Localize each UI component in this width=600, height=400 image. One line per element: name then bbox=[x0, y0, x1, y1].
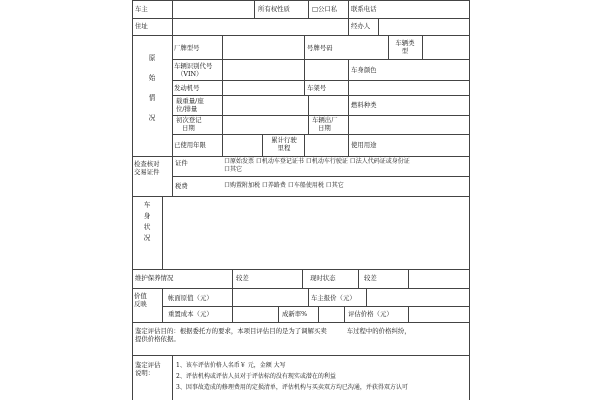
vin-label-line2: （VIN） bbox=[177, 70, 203, 78]
first-registration-label-line2: 日期 bbox=[182, 124, 195, 132]
grid-line bbox=[132, 355, 469, 356]
value-section-label bbox=[134, 292, 147, 308]
grid-line bbox=[304, 134, 305, 156]
vehicle-appraisal-form bbox=[132, 0, 469, 400]
purpose-text-line1-end: 车过程中的价格纠纷， bbox=[346, 327, 411, 335]
mileage-label-line1: 累计行驶 bbox=[271, 136, 297, 144]
mileage-label-line2: 里程 bbox=[277, 144, 291, 152]
grid-line bbox=[222, 35, 223, 156]
appraisal-note-label bbox=[135, 361, 161, 377]
grid-line bbox=[378, 18, 379, 35]
grid-line bbox=[172, 35, 173, 156]
grid-line bbox=[132, 18, 469, 19]
grid-line bbox=[132, 0, 469, 1]
capacity-label-line2: 位/排量 bbox=[176, 105, 198, 113]
value-section-label-line1: 价值 bbox=[134, 292, 147, 300]
purpose-text-line2: 提供价格依据。 bbox=[135, 335, 180, 343]
tax-label: 税费 bbox=[175, 182, 188, 190]
first-registration-label-line1: 初次登记 bbox=[176, 116, 202, 124]
engine-number-label: 发动机号 bbox=[174, 84, 200, 92]
capacity-label bbox=[176, 97, 204, 113]
grid-line bbox=[172, 0, 173, 18]
purpose-text bbox=[135, 327, 411, 343]
body-color-label: 车身颜色 bbox=[351, 66, 377, 74]
grid-line bbox=[132, 269, 469, 270]
appraised-price-label: 评估价格（元） bbox=[348, 310, 393, 318]
current-status-level: 较差 bbox=[364, 274, 377, 282]
appraisal-note-label-line2: 说明： bbox=[135, 369, 155, 377]
frame-number-label: 车架号 bbox=[307, 84, 327, 92]
grid-line bbox=[132, 322, 469, 323]
grid-line bbox=[348, 0, 349, 18]
grid-line bbox=[318, 306, 319, 322]
vehicle-type-label bbox=[390, 39, 420, 55]
grid-line bbox=[358, 269, 359, 288]
factory-date-label bbox=[312, 116, 338, 132]
maintenance-level: 较差 bbox=[236, 274, 249, 282]
factory-date-label-line1: 车辆出厂 bbox=[312, 116, 338, 124]
appraisal-note-label-line1: 鉴定评估 bbox=[135, 361, 161, 369]
grid-line bbox=[172, 18, 173, 35]
check-section-label-line1: 检查核对 bbox=[134, 160, 160, 168]
grid-line bbox=[254, 0, 255, 18]
ownership-label: 所有权性质 bbox=[258, 5, 290, 13]
grid-line bbox=[304, 35, 305, 95]
grid-line bbox=[232, 269, 233, 288]
handler-label: 经办人 bbox=[351, 22, 371, 30]
grid-line bbox=[172, 176, 469, 177]
grid-line bbox=[172, 59, 469, 60]
grid-line bbox=[132, 0, 133, 400]
mileage-label bbox=[264, 136, 304, 152]
grid-line bbox=[308, 288, 309, 306]
owner-price-label: 车主报价（元） bbox=[311, 294, 356, 302]
grid-line bbox=[344, 306, 345, 322]
grid-line bbox=[469, 0, 470, 400]
grid-line bbox=[132, 35, 469, 36]
purpose-text-line1: 根据委托方的要求，本项目评估目的是为了调解买卖 bbox=[179, 327, 327, 335]
grid-line bbox=[408, 306, 409, 322]
original-section-label: 原始情况 bbox=[148, 54, 156, 122]
grid-line bbox=[388, 35, 389, 59]
grid-line bbox=[232, 288, 233, 322]
grid-line bbox=[172, 95, 469, 96]
grid-line bbox=[366, 288, 367, 306]
value-section-label-line2: 反映 bbox=[134, 300, 147, 308]
documents-label: 证件 bbox=[175, 159, 188, 167]
grid-line bbox=[278, 306, 279, 322]
years-used-label: 已使用年限 bbox=[174, 141, 206, 149]
phone-label: 联系电话 bbox=[351, 5, 377, 13]
usage-label: 使用用途 bbox=[351, 141, 377, 149]
check-section-label bbox=[134, 160, 160, 176]
current-status-label: 现时状态 bbox=[310, 274, 336, 282]
grid-line bbox=[348, 18, 349, 35]
address-label: 住址 bbox=[135, 22, 148, 30]
tax-options: 口购置附加税 口养路费 口车船使用税 口其它 bbox=[224, 182, 344, 189]
newness-rate-label: 成新率% bbox=[282, 310, 308, 318]
first-registration-label bbox=[176, 116, 202, 132]
maintenance-label: 维护保养情况 bbox=[135, 274, 174, 282]
ownership-options: □公口私 bbox=[312, 5, 338, 13]
grid-line bbox=[308, 0, 309, 18]
vin-label bbox=[174, 62, 212, 78]
check-section-label-line2: 交易证件 bbox=[134, 168, 160, 176]
grid-line bbox=[172, 355, 173, 400]
grid-line bbox=[172, 134, 469, 135]
appraisal-note-items bbox=[176, 360, 408, 393]
book-value-label: 帐面原值（元） bbox=[168, 294, 213, 302]
plate-model-label: 厂牌型号 bbox=[174, 44, 200, 52]
appraisal-note-item-1: 1、该车评估价格人名币￥ 元，金额 大写 bbox=[176, 362, 286, 369]
grid-line bbox=[162, 288, 163, 322]
vehicle-type-label-line1: 车辆类 bbox=[395, 39, 415, 47]
grid-line bbox=[408, 269, 409, 288]
grid-line bbox=[348, 59, 349, 156]
factory-date-label-line2: 日期 bbox=[318, 124, 331, 132]
documents-options-line1: 口原始发票 口机动车登记证书 口机动车行驶证 口法人代码证或身份证 bbox=[224, 158, 410, 165]
appraisal-note-item-2: 2、评估机构或评估人员对于评估标的没有现实或潜在的利益 bbox=[176, 373, 336, 380]
grid-line bbox=[308, 95, 309, 134]
vin-label-line1: 车辆识别代号 bbox=[174, 62, 213, 70]
documents-options-line2: 口其它 bbox=[224, 166, 243, 173]
grid-line bbox=[132, 196, 469, 197]
appraisal-note-item-3: 3、因事故造成的修理费用的定损清单，评估机构与买卖双方均已沟通，并获得双方认可 bbox=[176, 384, 408, 391]
grid-line bbox=[422, 35, 423, 59]
documents-options bbox=[224, 158, 410, 174]
grid-line bbox=[132, 288, 469, 289]
grid-line bbox=[172, 156, 173, 196]
grid-line bbox=[262, 134, 263, 156]
capacity-label-line1: 载重量/座 bbox=[176, 97, 204, 105]
grid-line bbox=[162, 306, 469, 307]
purpose-label: 鉴定评估目的： bbox=[135, 327, 180, 335]
grid-line bbox=[132, 156, 469, 157]
grid-line bbox=[172, 80, 469, 81]
vehicle-type-label-line2: 型 bbox=[401, 47, 409, 55]
body-condition-label: 车身状况 bbox=[143, 201, 151, 242]
grid-line bbox=[302, 269, 303, 288]
owner-label: 车主 bbox=[135, 5, 148, 13]
replacement-cost-label: 重置成本（元） bbox=[168, 310, 213, 318]
fuel-type-label: 燃料种类 bbox=[351, 101, 377, 109]
grid-line bbox=[162, 196, 163, 269]
plate-number-label: 号牌号码 bbox=[307, 44, 333, 52]
